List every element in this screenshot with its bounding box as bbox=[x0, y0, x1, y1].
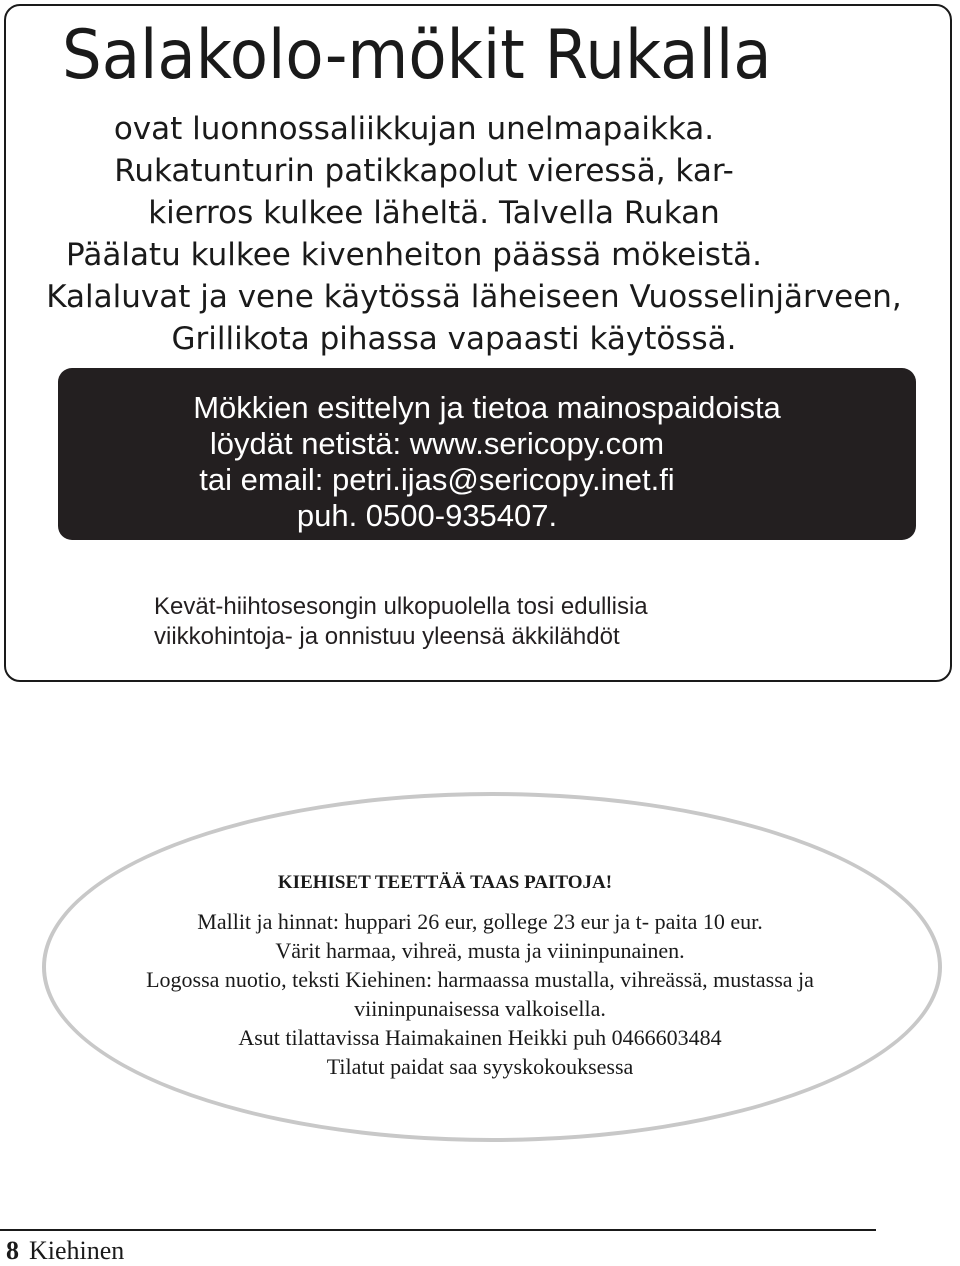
notice-line: Värit harmaa, vihreä, musta ja viininpunainen. bbox=[275, 938, 685, 963]
page-footer bbox=[6, 1236, 124, 1266]
ad-line: kierros kulkee läheltä. Talvella Rukan bbox=[148, 195, 720, 231]
ad-line: Kalaluvat ja vene käytössä läheiseen Vuosselinjärveen, bbox=[46, 279, 902, 315]
notice-line: Asut tilattavissa Haimakainen Heikki puh 0466603484 bbox=[238, 1025, 722, 1050]
notice-line: viininpunaisessa valkoisella. bbox=[354, 996, 606, 1021]
season-line: Kevät-hiihtosesongin ulkopuolella tosi edullisia bbox=[154, 593, 648, 620]
phone-line: puh. 0500-935407. bbox=[296, 498, 558, 533]
email-line: tai email: petri.ijas@sericopy.inet.fi bbox=[199, 462, 675, 497]
season-line: viikkohintoja- ja onnistuu yleensä äkkilähdöt bbox=[154, 623, 620, 650]
season-note bbox=[154, 592, 648, 652]
ad-line: ovat luonnossaliikkujan unelmapaikka. bbox=[113, 111, 715, 147]
notice-line: Tilatut paidat saa syyskokouksessa bbox=[326, 1054, 634, 1079]
ad-description bbox=[0, 108, 948, 360]
notice-line: Logossa nuotio, teksti Kiehinen: harmaassa mustalla, vihreässä, mustassa ja bbox=[146, 967, 814, 992]
ad-line: Grillikota pihassa vapaasti käytössä. bbox=[171, 321, 737, 357]
ad-title: Salakolo-mökit Rukalla bbox=[62, 16, 772, 95]
footer-rule bbox=[0, 1229, 876, 1231]
website-link: löydät netistä: www.sericopy.com bbox=[209, 426, 665, 461]
publication-name: Kiehinen bbox=[29, 1236, 125, 1265]
contact-info-box bbox=[58, 368, 916, 540]
ad-line: Rukatunturin patikkapolut vieressä, kar- bbox=[114, 153, 734, 189]
shirt-notice bbox=[0, 868, 960, 1081]
notice-title: KIEHISET TEETTÄÄ TAAS PAITOJA! bbox=[277, 872, 613, 893]
notice-line: Mallit ja hinnat: huppari 26 eur, gollege 23 eur ja t- paita 10 eur. bbox=[197, 909, 763, 934]
ad-line: Päälatu kulkee kivenheiton päässä mökeistä. bbox=[66, 237, 762, 273]
page-number: 8 bbox=[6, 1236, 19, 1265]
info-line: Mökkien esittelyn ja tietoa mainospaidoista bbox=[193, 390, 781, 425]
